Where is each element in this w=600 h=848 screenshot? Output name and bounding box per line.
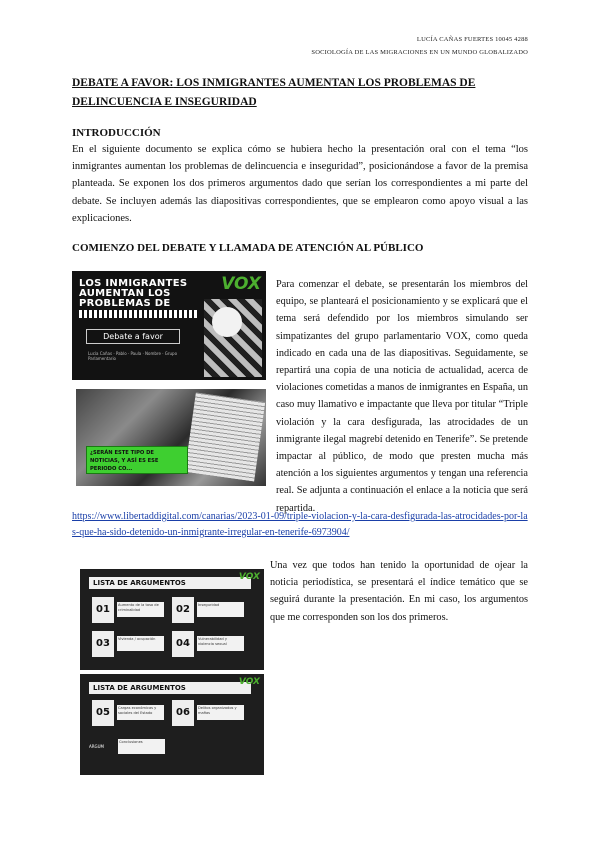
header-subject: SOCIOLOGÍA DE LAS MIGRACIONES EN UN MUNDO GLOBALIZADO xyxy=(311,49,528,56)
vox-logo: VOX xyxy=(238,572,260,582)
argument-desc: Vivienda / ocupación xyxy=(117,636,164,651)
slide-cover xyxy=(72,271,266,380)
intro-paragraph: En el siguiente documento se explica cómo se hubiera hecho la presentación oral con el tema “los inmigrantes aumentan los problemas de delincuencia e inseguridad”, posicionándose a favor de la premisa planteada. Se exponen los dos primeros argumentos dado que serían los correspondientes a mi parte del debate. Se incluyen además las diapositivas correspondientes, que se emplearon como apoyo visual a las explicaciones. xyxy=(72,144,528,224)
title-lead: DEBATE A FAVOR: xyxy=(72,77,174,89)
section-paragraph: Para comenzar el debate, se presentarán los miembros del equipo, se planteará el posicionamiento y se explicará que el tema será defendido por los miembros simulando ser simpatizantes del grupo parlamentario VOX, como queda indicado en cada una de las diapositivas. Seguidamente, se repartirá una copia de una noticia de actualidad, acerca de violaciones cometidas a manos de inmigrantes en España, un caso muy llamativo e impactante que lleva por titular “Triple violación y la cara desfigurada, las atrocidades de un inmigrante ilegal magrebí detenido en Tenerife”. Se pretende impactar al público, de modo que presten mucha más atención a los siguientes argumentos y tengan una referencia real. Se adjunta a continuación el enlace a la noticia que será repartida. xyxy=(276,279,528,514)
argument-desc: Vulnerabilidad y violencia sexual xyxy=(197,636,244,651)
news-link[interactable]: https://www.libertaddigital.com/canarias/2023-01-09/triple-violacion-y-la-cara-desfigurada-las-atrocidades-por-las-que-ha-sido-detenido-un-inmigrante-irregular-en-tenerife-6973904/ xyxy=(72,511,528,538)
slide-cover-struck-text xyxy=(79,310,199,318)
slide-cover-image-detail xyxy=(212,307,242,337)
argument-number: 03 xyxy=(92,631,114,657)
argument-number: 05 xyxy=(92,700,114,726)
argument-desc: Conclusiones xyxy=(118,739,165,754)
slide-cover-button: Debate a favor xyxy=(86,329,180,344)
intro-heading: INTRODUCCIÓN xyxy=(72,127,161,139)
argument-item xyxy=(172,597,244,623)
section-paragraph-2: Una vez que todos han tenido la oportunidad de ojear la noticia periodística, se presentará el índice temático que se seguirá durante la presentación. En mi caso, los argumentos que me corresponden son los dos primeros. xyxy=(270,560,528,623)
argument-desc: Aumento de la tasa de criminalidad xyxy=(117,602,164,617)
section-heading: COMIENZO DEL DEBATE Y LLAMADA DE ATENCIÓN AL PÚBLICO xyxy=(72,242,424,254)
slide-arguments-bar: LISTA DE ARGUMENTOS xyxy=(89,682,251,694)
document-title xyxy=(72,74,502,112)
argument-item xyxy=(92,700,164,726)
argument-item xyxy=(172,700,244,726)
argument-number: 06 xyxy=(172,700,194,726)
slide-side-label: ARGUM xyxy=(89,744,104,749)
argument-desc: Delitos organizados y mafias xyxy=(197,705,244,720)
argument-number: 01 xyxy=(92,597,114,623)
argument-item xyxy=(92,631,164,657)
newspaper-image xyxy=(185,393,265,482)
vox-logo: VOX xyxy=(221,274,261,294)
slide-cover-members: Lucía Cañas · Pablo · Paula · Nombre · Grupo Parlamentario xyxy=(88,351,178,361)
slide-newspaper-band-text: ¿SERÁN ESTE TIPO DE NOTICIAS, Y ASÍ ES ESE PERIODO CO... xyxy=(90,450,159,472)
header-author: LUCÍA CAÑAS FUERTES 10045 4288 xyxy=(416,36,528,43)
title-rest: LOS INMIGRANTES AUMENTAN LOS PROBLEMAS DE DELINCUENCIA E INSEGURIDAD xyxy=(72,77,476,108)
slide-arguments-2 xyxy=(80,674,264,775)
argument-desc: Cargas económicas y sociales del Estado xyxy=(117,705,164,720)
slide-newspaper-band xyxy=(86,446,188,474)
argument-item xyxy=(172,631,244,657)
slide-cover-title: LOS INMIGRANTES AUMENTAN LOS PROBLEMAS DE xyxy=(79,278,188,309)
argument-item xyxy=(92,734,164,760)
slide-arguments-bar: LISTA DE ARGUMENTOS xyxy=(89,577,251,589)
argument-item xyxy=(92,597,164,623)
slide-arguments-1 xyxy=(80,569,264,670)
argument-desc: Inseguridad xyxy=(197,602,244,617)
argument-number: 02 xyxy=(172,597,194,623)
argument-number: 04 xyxy=(172,631,194,657)
slide-newspaper xyxy=(76,389,266,486)
vox-logo: VOX xyxy=(238,677,260,687)
